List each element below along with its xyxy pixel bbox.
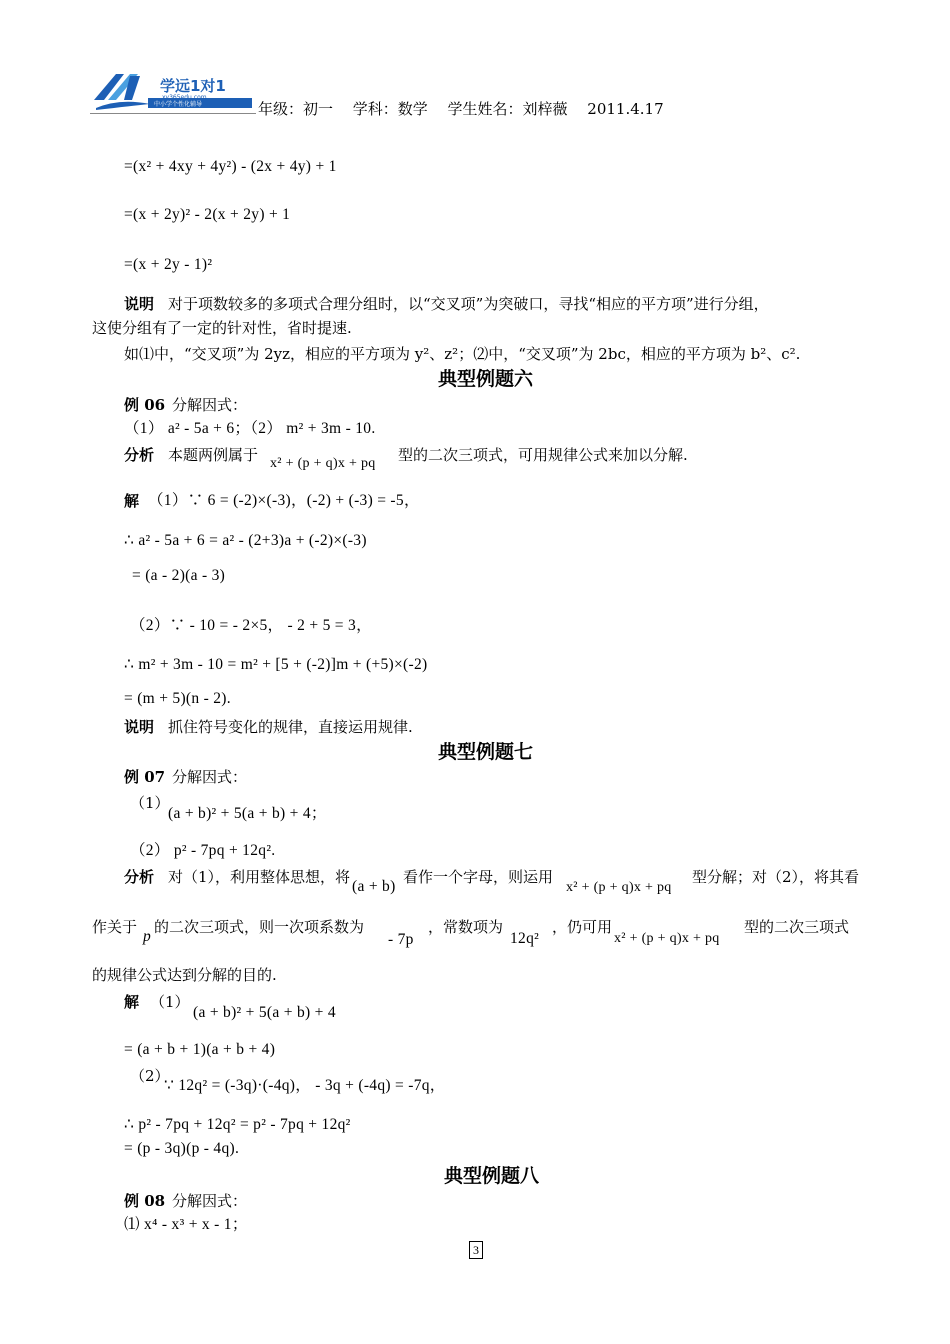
solution-line: ∴ m² + 3m - 10 = m² + [5 + (-2)]m + (+5)×(-2) <box>124 656 428 673</box>
analysis-text: 型分解；对（2），将其看 <box>692 868 860 886</box>
example-label: 例 07 <box>124 768 166 786</box>
formula: x² + (p + q)x + pq <box>614 931 720 946</box>
item-number: （2） <box>130 1067 170 1085</box>
analysis-text: 本题两例属于 <box>168 446 259 464</box>
note-text: 对于项数较多的多项式合理分组时，以“交叉项”为突破口，寻找“相应的平方项”进行分组， <box>168 295 769 313</box>
logo-site: xy365edu.com <box>162 94 207 101</box>
formula: (a + b) <box>352 878 396 895</box>
analysis-label: 分析 <box>124 868 155 886</box>
solution-line: ∴ p² - 7pq + 12q² = p² - 7pq + 12q² <box>124 1116 351 1133</box>
formula: x² + (p + q)x + pq <box>270 456 376 471</box>
analysis-text: 作关于 <box>92 918 138 936</box>
note-example: 如⑴中，“交叉项”为 2yz，相应的平方项为 y²、z²；⑵中，“交叉项”为 2bc，相应的平方项为 b²、c². <box>124 345 801 363</box>
analysis-text: ，仍可用 <box>552 918 613 936</box>
step-line: =(x + 2y - 1)² <box>124 256 213 273</box>
solution-line: = (a + b + 1)(a + b + 4) <box>124 1041 276 1058</box>
solution-line: = (a - 2)(a - 3) <box>132 567 226 584</box>
formula: - 7p <box>388 931 414 948</box>
note-label: 说明 <box>124 295 155 313</box>
example-item: ⑴ x⁴ - x³ + x - 1； <box>124 1216 248 1233</box>
step-line: =(x + 2y)² - 2(x + 2y) + 1 <box>124 206 291 223</box>
analysis-text: 看作一个字母，则运用 <box>403 868 554 886</box>
note-text: 抓住符号变化的规律，直接运用规律. <box>168 718 413 736</box>
example-text: 分解因式： <box>172 768 248 786</box>
analysis-label: 分析 <box>124 446 155 464</box>
note-text: 这使分组有了一定的针对性，省时提速. <box>92 319 352 337</box>
section-heading: 典型例题七 <box>438 741 534 763</box>
note-label: 说明 <box>124 718 155 736</box>
example-label: 例 08 <box>124 1192 166 1210</box>
solution-label: 解 <box>124 492 140 510</box>
analysis-text: 对（1），利用整体思想，将 <box>168 868 351 886</box>
xueyuan-logo <box>90 70 256 114</box>
formula: x² + (p + q)x + pq <box>566 880 672 895</box>
example-label: 例 06 <box>124 396 166 414</box>
logo-slogan: 中小学个性化辅导 <box>154 101 203 108</box>
solution-line: （1）∵ 6 = (-2)×(-3)，(-2) + (-3) = -5， <box>148 492 420 509</box>
solution-line: ∴ a² - 5a + 6 = a² - (2+3)a + (-2)×(-3) <box>124 532 367 549</box>
example-text: 分解因式： <box>172 396 248 414</box>
formula: p <box>143 928 152 945</box>
analysis-text: 的二次三项式，则一次项系数为 <box>154 918 365 936</box>
item-number: （1） <box>130 794 170 812</box>
analysis-text: ，常数项为 <box>428 918 504 936</box>
solution-line: = (p - 3q)(p - 4q). <box>124 1140 240 1157</box>
analysis-text: 型的二次三项式，可用规律公式来加以分解. <box>398 446 688 464</box>
analysis-text: 的规律公式达到分解的目的. <box>92 966 277 984</box>
formula: 12q² <box>510 930 540 947</box>
solution-line: （2）∵ - 10 = - 2×5， - 2 + 5 = 3， <box>130 617 372 634</box>
example-items: （1） a² - 5a + 6；（2） m² + 3m - 10. <box>124 420 376 437</box>
step-line: =(x² + 4xy + 4y²) - (2x + 4y) + 1 <box>124 158 337 175</box>
header-rule <box>90 113 256 114</box>
analysis-text: 型的二次三项式 <box>744 918 850 936</box>
logo-brand: 学远1对1 <box>160 77 226 95</box>
item-number: （1） <box>150 993 190 1011</box>
solution-label: 解 <box>124 993 140 1011</box>
example-text: 分解因式： <box>172 1192 248 1210</box>
example-item: (a + b)² + 5(a + b) + 4； <box>168 805 327 822</box>
solution-line: ∵ 12q² = (-3q)·(-4q)， - 3q + (-4q) = -7q， <box>164 1077 446 1094</box>
header-info: 年级：初一 学科：数学 学生姓名：刘梓薇 2011.4.17 <box>258 100 664 118</box>
example-item: （2） p² - 7pq + 12q². <box>130 842 276 859</box>
solution-line: (a + b)² + 5(a + b) + 4 <box>193 1004 336 1021</box>
section-heading: 典型例题八 <box>444 1165 540 1187</box>
solution-line: = (m + 5)(n - 2). <box>124 690 231 707</box>
page-number: 3 <box>469 1241 483 1259</box>
section-heading: 典型例题六 <box>438 368 534 390</box>
